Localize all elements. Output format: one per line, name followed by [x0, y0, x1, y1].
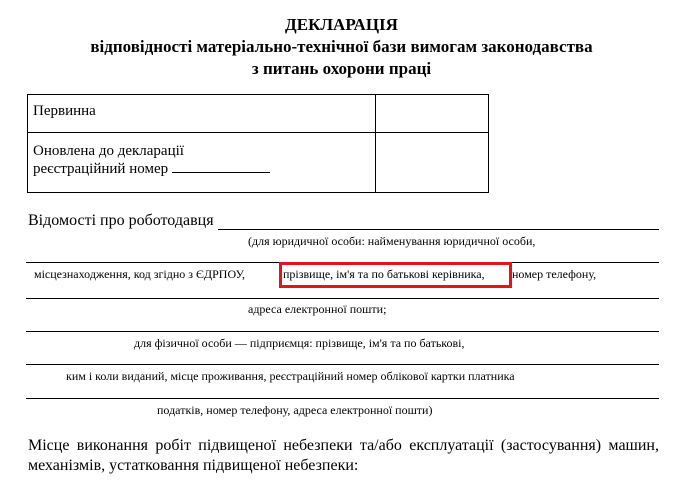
updated-declaration-label: Оновлена до декларації: [33, 143, 184, 159]
employer-fill-line-5[interactable]: [26, 364, 659, 365]
works-place-text-line1: Місце виконання робіт підвищеної небезпеки та/або експлуатації (застосування) машин,: [28, 437, 659, 454]
tax-contacts-hint: податків, номер телефону, адреса електронної пошти): [157, 403, 433, 417]
works-place-text-line2: механізмів, устатковання підвищеної небезпеки:: [28, 457, 359, 474]
highlight-box: [279, 262, 512, 288]
employer-info-label: Відомості про роботодавця: [28, 212, 214, 229]
registration-number-row: [33, 160, 270, 178]
employer-fill-line-4[interactable]: [26, 331, 659, 332]
employer-fill-line-1[interactable]: [218, 229, 659, 230]
employer-fill-line-3[interactable]: [26, 298, 659, 299]
location-hint: місцезнаходження, код згідно з ЄДРПОУ,: [34, 267, 245, 281]
individual-entrepreneur-hint: для фізичної особи — підприємця: прізвище, ім'я та по батькові,: [134, 336, 465, 350]
manager-name-hint: прізвище, ім'я та по батькові керівника,: [283, 267, 485, 281]
phone-hint: номер телефону,: [512, 267, 597, 281]
legal-entity-hint: (для юридичної особи: найменування юридичної особи,: [248, 234, 536, 248]
table-column-divider: [375, 95, 376, 192]
passport-hint: ким і коли виданий, місце проживання, реєстраційний номер облікової картки платника: [66, 369, 515, 383]
document-subtitle-line1: відповідності матеріально-технічної бази вимогам законодавства: [90, 37, 593, 56]
document-title: ДЕКЛАРАЦІЯ: [285, 15, 398, 34]
employer-fill-line-6[interactable]: [26, 398, 659, 399]
primary-declaration-label: Первинна: [33, 103, 96, 119]
email-hint: адреса електронної пошти;: [248, 302, 387, 316]
document-subtitle-line2: з питань охорони праці: [251, 59, 432, 78]
registration-number-label: реєстраційний номер: [33, 161, 169, 177]
registration-number-blank[interactable]: [172, 160, 270, 173]
table-row-divider: [28, 132, 488, 133]
declaration-type-table: [27, 94, 489, 193]
